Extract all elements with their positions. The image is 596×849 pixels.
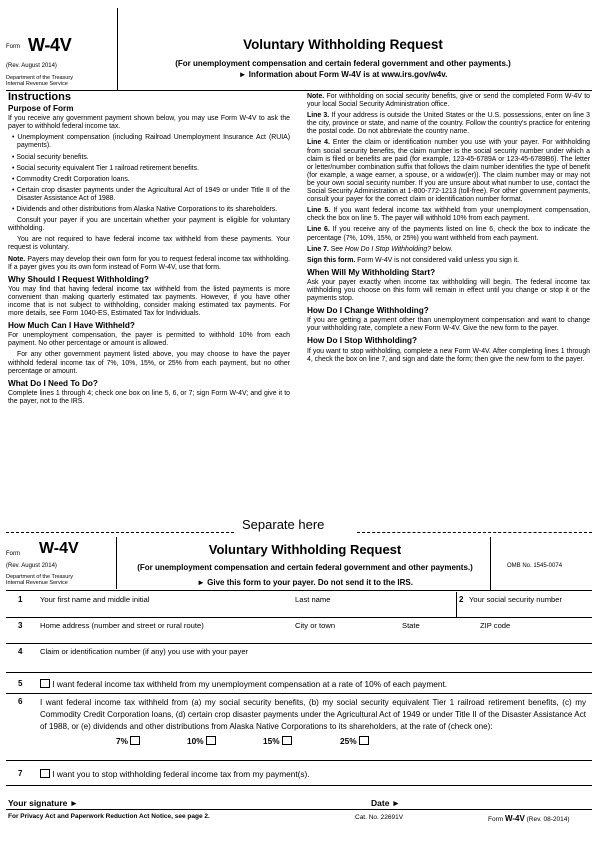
line5-instructions (307, 207, 590, 223)
form-title: Voluntary Withholding Request (208, 542, 402, 557)
info-link[interactable]: ► Information about Form W-4V is at www.irs.gov/w4v. (238, 70, 448, 79)
omb-divider (490, 537, 491, 590)
not-required-text: You are not required to have federal income tax withheld from these payments. Your request is voluntary. (8, 236, 290, 252)
line-number: 7 (18, 769, 23, 778)
date-label: Date ► (371, 798, 401, 808)
footer-form-name: W-4V (504, 814, 525, 823)
line7-checkbox[interactable] (40, 769, 50, 778)
dept-line-2: Internal Revenue Service (6, 81, 68, 88)
rate-10-label: 10% (187, 736, 204, 746)
address-label: Home address (number and street or rural route) (40, 621, 204, 630)
rate-7-label: 7% (116, 736, 128, 746)
privacy-notice: For Privacy Act and Paperwork Reduction Act Notice, see page 2. (8, 813, 210, 820)
line7-ref: How Do I Stop Withholding? (344, 245, 432, 253)
bullet-item: • Commodity Credit Corporation loans. (12, 175, 130, 183)
footer-revision: (Rev. 08-2014) (526, 816, 570, 823)
line3-instructions (307, 112, 590, 136)
rate-25-label: 25% (340, 736, 357, 746)
line-number: 3 (18, 621, 23, 630)
line-number: 6 (18, 697, 23, 706)
row-divider (6, 785, 592, 786)
footer-form-id (488, 814, 570, 823)
dept-line-1: Department of the Treasury (6, 574, 73, 580)
rate-option (187, 736, 216, 746)
line7-text: I want you to stop withholding federal income tax from my payment(s). (52, 769, 310, 779)
bullet-item: • Dividends and other distributions from Alaska Native Corporations to its shareholders. (12, 206, 278, 214)
state-label: State (402, 621, 420, 630)
line5-checkbox[interactable] (40, 679, 50, 688)
city-label: City or town (295, 621, 336, 630)
howmuch-text-1: For unemployment compensation, the payer is permitted to withhold 10% from each payment. No other percentage or amount is allowed. (8, 332, 290, 348)
rate-25-checkbox[interactable] (359, 736, 369, 745)
catalog-number: Cat. No. 22691V (355, 814, 404, 821)
sign-label: Sign this form. (307, 256, 356, 264)
line7-instructions (307, 246, 590, 254)
row-divider (6, 693, 592, 694)
last-name-label: Last name (295, 595, 331, 604)
claim-number-label: Claim or identification number (if any) you use with your payer (40, 647, 249, 656)
sign-instructions (307, 257, 590, 265)
rate-option (116, 736, 140, 746)
form-id-block (6, 8, 118, 90)
line5-text: If you want federal income tax withheld from your unemployment compensation, check the box on line 5. The payer will withhold 10% from each payment. (307, 207, 590, 223)
ssn-label: Your social security number (469, 595, 562, 604)
ssa-note-label: Note. (307, 93, 325, 100)
purpose-intro: If you receive any government payment shown below, you may use Form W-4V to ask the payer to withhold federal income tax. (8, 115, 290, 131)
howmuch-heading: How Much Can I Have Withheld? (8, 321, 135, 331)
note-paragraph (8, 256, 290, 272)
row-divider (6, 760, 592, 761)
omb-number: OMB No. 1545-0074 (507, 563, 563, 569)
ssa-note (307, 93, 590, 109)
form-word: Form (6, 551, 20, 557)
form-instruction: ► Give this form to your payer. Do not send it to the IRS. (197, 578, 413, 587)
purpose-heading: Purpose of Form (8, 104, 74, 114)
ssa-note-text: For withholding on social security benefits, give or send the completed Form W-4V to your local Social Security Administration office. (307, 93, 590, 109)
row-divider (6, 643, 592, 644)
form-id-block (6, 537, 117, 589)
line3-label: Line 3. (307, 112, 330, 120)
row-divider (6, 617, 592, 618)
row-divider (6, 672, 592, 673)
signature-divider (6, 809, 592, 810)
name-input[interactable] (40, 604, 454, 616)
sign-text: Form W-4V is not considered valid unless you sign it. (355, 256, 520, 264)
change-text: If you are getting a payment other than unemployment compensation and want to change your withholding rate, complete a new Form W-4V. Give the new form to the payer. (307, 317, 590, 333)
start-heading: When Will My Withholding Start? (307, 267, 436, 277)
rate-7-checkbox[interactable] (130, 736, 140, 745)
rate-option (263, 736, 292, 746)
footer-form-word: Form (488, 816, 504, 823)
note-text: Payers may develop their own form for you to request federal income tax withholding. If a payer gives you its own form instead of Form W-4V, use that form. (8, 255, 290, 271)
line-number: 4 (18, 647, 23, 656)
whatdo-text: Complete lines 1 through 4; check one box on line 5, 6, or 7; sign Form W-4V; and give it to the payer, not to the IRS. (8, 389, 290, 405)
agency-name (6, 574, 73, 586)
bullet-item: • Unemployment compensation (including Railroad Unemployment Insurance Act (RUIA) payments). (12, 134, 290, 150)
instructions-left-column (8, 93, 290, 409)
claim-number-input[interactable] (40, 656, 588, 670)
field-divider (456, 592, 457, 618)
signature-label: Your signature ► (8, 798, 79, 808)
note-label: Note. (8, 255, 26, 263)
line7-pre: See (328, 245, 345, 253)
dept-line-1: Department of the Treasury (6, 75, 73, 81)
separator-label: Separate here (242, 517, 325, 532)
why-heading: Why Should I Request Withholding? (8, 274, 149, 284)
header-divider (6, 90, 592, 91)
form-subtitle: (For unemployment compensation and certain federal government and other payments.) (137, 563, 473, 572)
revision-date: (Rev. August 2014) (6, 563, 57, 569)
instructions-right-column (307, 93, 590, 367)
rate-10-checkbox[interactable] (206, 736, 216, 745)
line7-option (40, 769, 310, 779)
line-number: 2 (459, 595, 464, 604)
first-name-label: Your first name and middle initial (40, 595, 150, 604)
line4-label: Line 4. (307, 139, 330, 147)
page-subtitle: (For unemployment compensation and certain federal government and other payments.) (175, 59, 511, 68)
why-text: You may find that having federal income tax withheld from the listed payments is more convenient than making quarterly estimated tax payments. However, if you have other income that is not subject to withholding, consider making estimated tax payments. For more details, see Form 1040-ES, Estimated Tax for Individuals. (8, 285, 290, 318)
date-input[interactable] (406, 796, 586, 809)
separator-line-right (357, 532, 592, 533)
rate-15-label: 15% (263, 736, 280, 746)
form-word: Form (6, 44, 20, 50)
rate-option (340, 736, 369, 746)
line6-instructions (307, 226, 590, 242)
stop-heading: How Do I Stop Withholding? (307, 336, 417, 346)
separator-line-left (6, 532, 234, 533)
line5-option (40, 679, 447, 689)
line-number: 5 (18, 679, 23, 688)
whatdo-heading: What Do I Need To Do? (8, 378, 98, 388)
dept-line-2: Internal Revenue Service (6, 580, 68, 587)
line7-label: Line 7. (307, 245, 329, 253)
line5-label: Line 5. (307, 207, 331, 215)
line7-post: below. (431, 245, 453, 253)
bullet-item: • Certain crop disaster payments under the Agricultural Act of 1949 or under Title II of the Disaster Assistance Act of 1988. (12, 186, 290, 202)
revision-date: (Rev. August 2014) (6, 63, 57, 69)
line-number: 1 (18, 595, 23, 604)
line3-text: If your address is outside the United States or the U.S. possessions, enter on line 3 the city, province or state, and name of the country. Follow the country's practice for entering the postal code. Do not abbreviate the country name. (307, 112, 590, 136)
ssn-input[interactable] (469, 604, 589, 616)
rate-15-checkbox[interactable] (282, 736, 292, 745)
line4-text: Enter the claim or identification number you use with your payer. For withholding from social security benefits, the claim number is the social security number under which a claim is filed or benefits are paid (for example, 123-45-6789A or 123-45-6789B6). The letter or letter/number combination suffix that follows the claim number identifies the type of benefit (for example, a wage earner, a spouse, or a widow(er)). The claim number may or may not be your own social security number. If you are unsure about what number to use, contact the Social Security Administration at 1-800-772-1213 (toll-free). For other government payments, consult your payer for the correct claim or identification number format. (307, 139, 590, 204)
line6-text: If you receive any of the payments listed on line 6, check the box to indicate the percentage (7%, 10%, 15%, or 25%) you want withheld from each payment. (307, 226, 590, 242)
line4-instructions (307, 139, 590, 204)
signature-input[interactable] (92, 796, 362, 809)
instructions-heading: Instructions (8, 91, 71, 103)
bullet-item: • Social security equivalent Tier 1 railroad retirement benefits. (12, 164, 200, 172)
zip-label: ZIP code (480, 621, 511, 630)
start-text: Ask your payer exactly when income tax withholding will begin. The federal income tax withholding you choose on this form will remain in effect until you change or stop it or the payments stop. (307, 278, 590, 303)
form-name: W-4V (39, 540, 79, 557)
page-title: Voluntary Withholding Request (243, 37, 443, 52)
form-name: W-4V (28, 35, 72, 55)
line6-label: Line 6. (307, 226, 330, 234)
agency-name (6, 75, 73, 87)
form-header-divider (6, 590, 592, 591)
bullet-item: • Social security benefits. (12, 153, 89, 161)
line6-text: I want federal income tax withheld from (a) my social security benefits, (b) my social security equivalent Tier 1 railroad retirement benefits, (c) my Commodity Credit Corporation loans, (d) certain crop disaster payments under the Agricultural Act of 1949 or under Title II of the Disaster Assistance Act of 1988, or (e) dividends and other distributions from Alaska Native Corporations to its shareholders, at the rate of (check one): (40, 698, 586, 732)
address-input[interactable] (40, 630, 588, 642)
line5-text: I want federal income tax withheld from my unemployment compensation at a rate of 10% of each payment. (52, 679, 448, 689)
consult-text: Consult your payer if you are uncertain whether your payment is eligible for voluntary withholding. (8, 217, 290, 233)
change-heading: How Do I Change Withholding? (307, 306, 429, 316)
stop-text: If you want to stop withholding, complete a new Form W-4V. After completing lines 1 through 4, check the box on line 7, and sign and date the form; then give the new form to the payer. (307, 347, 590, 363)
howmuch-text-2: For any other government payment listed above, you may choose to have the payer withhold federal income tax of 7%, 10%, 15%, or 25% from each payment, but no other percentage or amount. (8, 351, 290, 375)
